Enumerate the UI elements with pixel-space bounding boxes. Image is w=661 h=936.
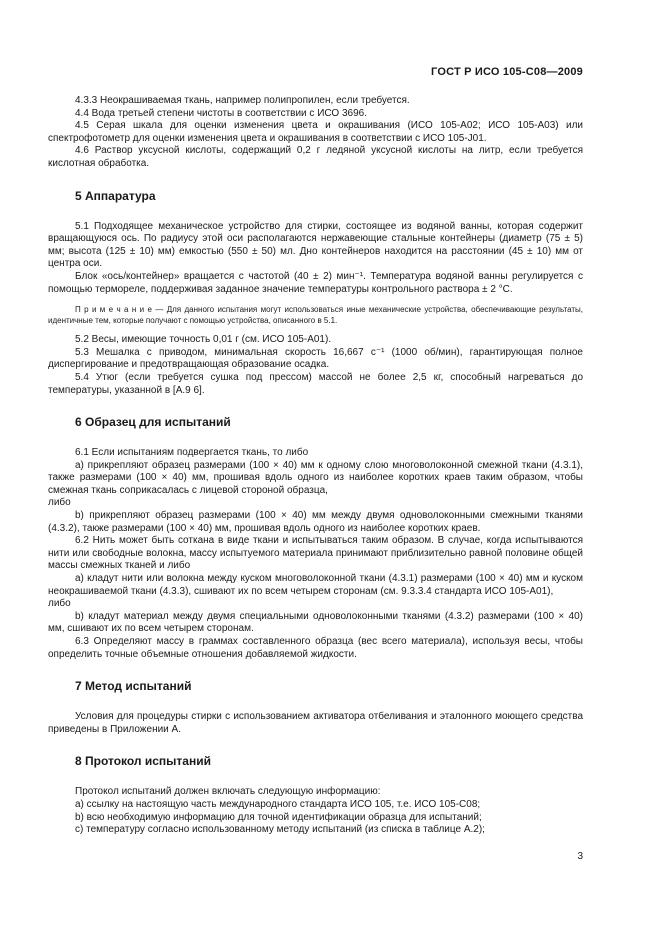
document-header: ГОСТ Р ИСО 105-С08—2009 [431,66,583,78]
item-4-6: 4.6 Раствор уксусной кислоты, содержащий 0,2 г ледяной уксусной кислоты на литр, если требуется кислотная обработка. [48,145,583,169]
para-5-1-rotation: Блок «ось/контейнер» вращается с частотой (40 ± 2) мин⁻¹. Температура водяной ванны регулируется с помощью термореле, поддерживая заданное значение температуры контрольного раствора ± 2 °С. [48,270,583,295]
para-8: Протокол испытаний должен включать следующую информацию: [75,786,381,798]
para-6-2-b: b) кладут материал между двумя специальными одноволоконными тканями (4.3.2) размерами (100 × 40) мм, сшивают их по всем четырем сторонам. [48,610,583,635]
para-6-1-a: а) прикрепляют образец размерами (100 × 40) мм к одному слою многоволоконной смежной ткани (4.3.1), также размерами (100 × 40) мм, прошивая вдоль одного из наиболее коротких краев таким образом, чтобы смежная ткань соприкасалась с лицевой стороной образца, [48,459,583,496]
para-6-2: 6.2 Нить может быть соткана в виде ткани и испытываться таким образом. В случае, когда испытываются нити или свободные волокна, массу испытуемого материала принимают приблизительно равной половине общей массы смежных тканей и либо [48,535,583,572]
para-7: Условия для процедуры стирки с использованием активатора отбеливания и эталонного моющего средства приведены в Приложении А. [48,711,583,735]
para-6-2-a: а) кладут нити или волокна между куском многоволоконной ткани (4.3.1) размерами (100 × 40) мм и куском неокрашиваемой ткани (4.3.3), сшивают их по всем четырем сторонам (см. 9.3.3.4 стандарта ИСО 105-А01), [48,573,583,597]
note-5: П р и м е ч а н и е — Для данного испытания могут использоваться иные механические устройства, обеспечивающие результаты, идентичные тем, которые получают с помощью устройства, описанного в 5.1. [48,305,583,326]
list-item-8-b: b) всю необходимую информацию для точной идентификации образца для испытаний; [75,811,482,823]
section-6-title: 6 Образец для испытаний [75,415,231,430]
section-7-title: 7 Метод испытаний [75,679,192,694]
list-item-8-a: а) ссылку на настоящую часть международного стандарта ИСО 105, т.е. ИСО 105-С08; [75,798,481,810]
para-6-1-b: b) прикрепляют образец размерами (100 × 40) мм между двумя одноволоконными смежными тканями (4.3.2), также размерами (100 × 40) мм, прошивая вдоль одного из наиболее коротких краев. [48,510,583,534]
or-text-1: либо [48,497,71,509]
para-5-2: 5.2 Весы, имеющие точность 0,01 г (см. ИСО 105-А01). [75,334,332,346]
item-4-5: 4.5 Серая шкала для оценки изменения цвета и окрашивания (ИСО 105-А02; ИСО 105-А03) или спектрофотометр для оценки изменения цвета и окрашивания в соответствии с ИСО 105-J01. [48,120,583,144]
section-8-title: 8 Протокол испытаний [75,754,211,769]
para-5-1: 5.1 Подходящее механическое устройство для стирки, состоящее из водяной ванны, которая содержит вращающуюся ось. По радиусу этой оси располагаются нержавеющие стальные контейнеры (диаметр (75 ± 5) мм; высота (125 ± 10) мм) емкостью (550 ± 50) мл. Дно контейнеров находится на расстоянии (45 ± 10) мм от центра оси. [48,220,583,270]
item-4-4: 4.4 Вода третьей степени чистоты в соответствии с ИСО 3696. [75,107,367,119]
section-5-title: 5 Аппаратура [75,188,156,203]
para-6-1: 6.1 Если испытаниям подвергается ткань, то либо [75,447,309,459]
para-5-4: 5.4 Утюг (если требуется сушка под прессом) массой не более 2,5 кг, способный нагреваться до температуры, указанной в [А.9 6]. [48,371,583,396]
page-number: 3 [577,851,583,862]
item-4-3-3: 4.3.3 Неокрашиваемая ткань, например полипропилен, если требуется. [75,95,410,106]
list-item-8-c: с) температуру согласно использованному методу испытаний (из списка в таблице А.2); [75,824,485,836]
or-text-2: либо [48,598,71,610]
para-5-3: 5.3 Мешалка с приводом, минимальная скорость 16,667 с⁻¹ (1000 об/мин), гарантирующая полное диспергирование и предотвращающая образование осадка. [48,346,583,371]
para-6-3: 6.3 Определяют массу в граммах составленного образца (вес всего материала), используя весы, чтобы определить точные объемные отношения добавляемой жидкости. [48,636,583,660]
document-body [48,95,583,837]
